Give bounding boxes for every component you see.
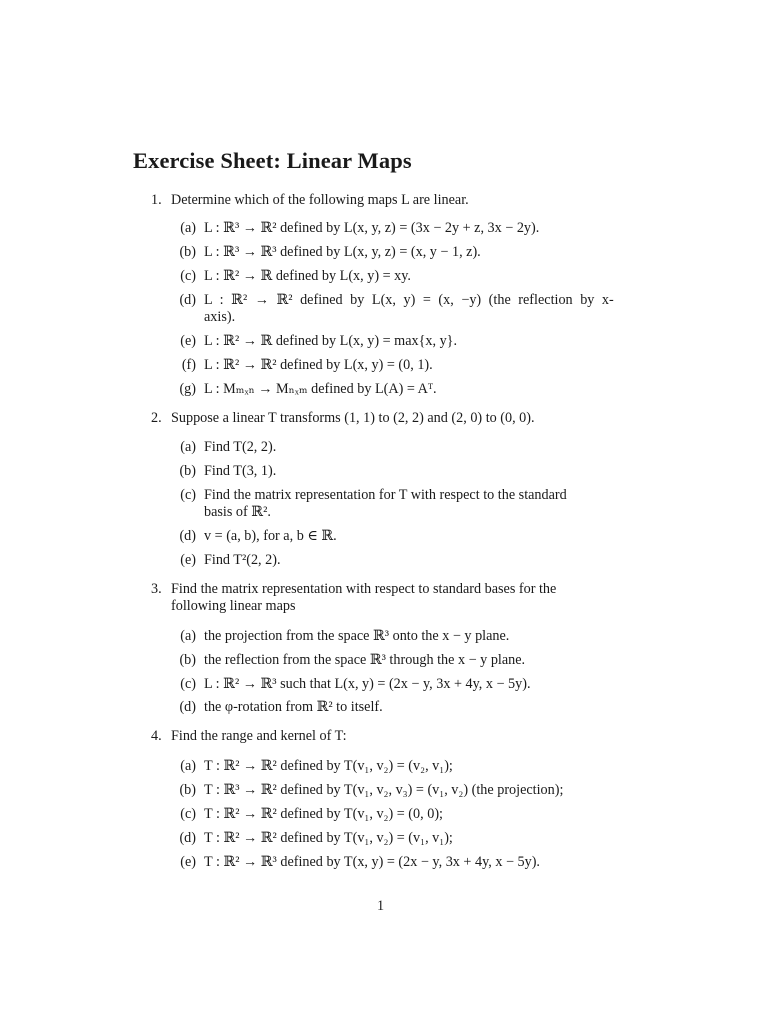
q1-item-d-text: L : ℝ² → ℝ² defined by L(x, y) = (x, −y) (the reflection by x- bbox=[204, 292, 614, 308]
q3-item-b-label: (b) bbox=[179, 652, 196, 668]
q4-item-d-label: (d) bbox=[179, 830, 196, 846]
page-title: Exercise Sheet: Linear Maps bbox=[133, 148, 412, 173]
q2-item-d-text: v = (a, b), for a, b ∈ ℝ. bbox=[204, 528, 337, 544]
q1-item-b-label: (b) bbox=[179, 244, 196, 260]
q4-item-d-text: T : ℝ² → ℝ² defined by T(v₁, v₂) = (v₁, v₁); bbox=[204, 830, 453, 846]
question-1-text: Determine which of the following maps L are linear. bbox=[171, 192, 469, 208]
q2-item-d-label: (d) bbox=[179, 528, 196, 544]
question-2-number: 2. bbox=[151, 410, 162, 426]
q2-item-c-text: Find the matrix representation for T with respect to the standard bbox=[204, 487, 567, 503]
question-3-text: Find the matrix representation with respect to standard bases for the bbox=[171, 581, 557, 597]
q2-item-a-label: (a) bbox=[180, 439, 196, 455]
q3-item-a-label: (a) bbox=[180, 628, 196, 644]
question-2-text: Suppose a linear T transforms (1, 1) to (2, 2) and (2, 0) to (0, 0). bbox=[171, 410, 535, 426]
q1-item-f-label: (f) bbox=[181, 357, 196, 373]
q1-item-g-text: L : Mₘₓₙ → Mₙₓₘ defined by L(A) = Aᵀ. bbox=[204, 381, 437, 397]
q3-item-c-label: (c) bbox=[180, 676, 196, 692]
q3-item-d-text: the φ-rotation from ℝ² to itself. bbox=[204, 699, 383, 715]
question-3-text-continued: following linear maps bbox=[171, 598, 296, 614]
question-4-text: Find the range and kernel of T: bbox=[171, 728, 347, 744]
q2-item-e-label: (e) bbox=[180, 552, 196, 568]
q1-item-e-label: (e) bbox=[180, 333, 196, 349]
q1-item-a-label: (a) bbox=[180, 220, 196, 236]
q3-item-d-label: (d) bbox=[179, 699, 196, 715]
q3-item-a-text: the projection from the space ℝ³ onto the x − y plane. bbox=[204, 628, 510, 644]
q4-item-a-label: (a) bbox=[180, 758, 196, 774]
q1-item-f-text: L : ℝ² → ℝ² defined by L(x, y) = (0, 1). bbox=[204, 357, 433, 373]
q1-item-g-label: (g) bbox=[179, 381, 196, 397]
q2-item-b-label: (b) bbox=[179, 463, 196, 479]
q1-item-c-label: (c) bbox=[180, 268, 196, 284]
q2-item-c-label: (c) bbox=[180, 487, 196, 503]
q4-item-b-label: (b) bbox=[179, 782, 196, 798]
q1-item-d-text-continued: axis). bbox=[204, 309, 236, 325]
q1-item-b-text: L : ℝ³ → ℝ³ defined by L(x, y, z) = (x, y − 1, z). bbox=[204, 244, 481, 260]
q1-item-d-label: (d) bbox=[179, 292, 196, 308]
q4-item-a-text: T : ℝ² → ℝ² defined by T(v₁, v₂) = (v₂, v₁); bbox=[204, 758, 453, 774]
q2-item-a-text: Find T(2, 2). bbox=[204, 439, 277, 455]
q2-item-c-text-continued: basis of ℝ². bbox=[204, 504, 271, 520]
q3-item-c-text: L : ℝ² → ℝ³ such that L(x, y) = (2x − y, 3x + 4y, x − 5y). bbox=[204, 676, 531, 692]
question-4-number: 4. bbox=[151, 728, 162, 744]
q1-item-c-text: L : ℝ² → ℝ defined by L(x, y) = xy. bbox=[204, 268, 411, 284]
q4-item-e-text: T : ℝ² → ℝ³ defined by T(x, y) = (2x − y, 3x + 4y, x − 5y). bbox=[204, 854, 540, 870]
q4-item-c-label: (c) bbox=[180, 806, 196, 822]
page-number: 1 bbox=[377, 898, 385, 914]
q4-item-b-text: T : ℝ³ → ℝ² defined by T(v₁, v₂, v₃) = (v₁, v₂) (the projection); bbox=[204, 782, 564, 798]
question-3-number: 3. bbox=[151, 581, 162, 597]
q2-item-e-text: Find T²(2, 2). bbox=[204, 552, 281, 568]
q2-item-b-text: Find T(3, 1). bbox=[204, 463, 277, 479]
q1-item-e-text: L : ℝ² → ℝ defined by L(x, y) = max{x, y}. bbox=[204, 333, 458, 349]
question-1-number: 1. bbox=[151, 192, 162, 208]
q3-item-b-text: the reflection from the space ℝ³ through the x − y plane. bbox=[204, 652, 526, 668]
q4-item-c-text: T : ℝ² → ℝ² defined by T(v₁, v₂) = (0, 0); bbox=[204, 806, 443, 822]
q4-item-e-label: (e) bbox=[180, 854, 196, 870]
q1-item-a-text: L : ℝ³ → ℝ² defined by L(x, y, z) = (3x − 2y + z, 3x − 2y). bbox=[204, 220, 540, 236]
